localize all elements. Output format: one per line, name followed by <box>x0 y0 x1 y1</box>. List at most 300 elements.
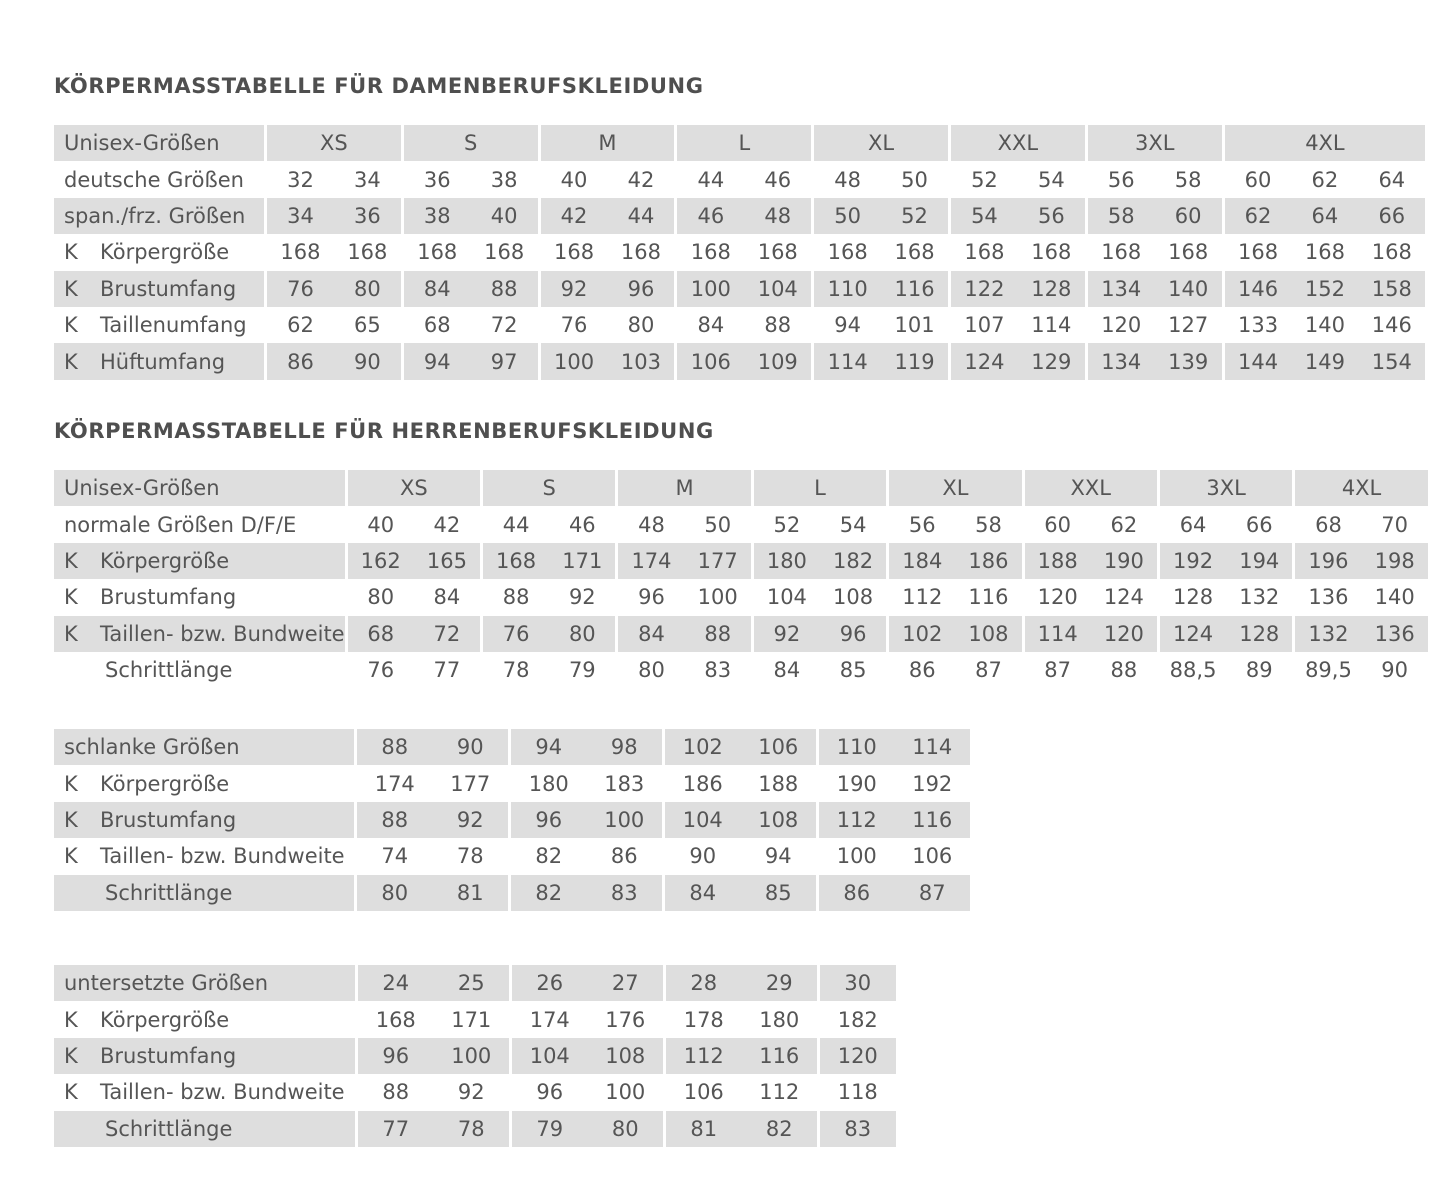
size-value: 186 <box>968 548 1009 573</box>
size-value: 124 <box>964 349 1005 374</box>
size-value: 26 <box>536 971 564 996</box>
body-measure-marker: K <box>64 276 78 301</box>
size-value: 32 <box>287 167 314 192</box>
size-value: 34 <box>353 167 381 192</box>
band-cell <box>358 1001 509 1037</box>
band-cell <box>348 616 480 652</box>
size-group-header: XS <box>348 470 480 506</box>
size-value: 100 <box>697 585 738 610</box>
size-value: 168 <box>347 240 388 265</box>
size-value: 60 <box>1174 203 1202 228</box>
size-value: 168 <box>375 1007 416 1032</box>
size-value: 46 <box>764 167 792 192</box>
size-value: 100 <box>836 844 877 869</box>
size-value: 27 <box>611 971 639 996</box>
size-value: 100 <box>604 807 645 832</box>
band-cell <box>814 343 948 379</box>
size-value: 116 <box>894 276 935 301</box>
band-cell <box>1295 652 1427 688</box>
band-cell <box>511 838 662 874</box>
size-value: 79 <box>536 1116 564 1141</box>
band-cell <box>1088 271 1222 307</box>
size-value: 81 <box>690 1116 718 1141</box>
size-value: 86 <box>843 880 871 905</box>
band-cell <box>677 343 811 379</box>
size-value: 92 <box>568 585 596 610</box>
size-value: 84 <box>689 880 717 905</box>
size-value: 100 <box>605 1080 646 1105</box>
size-value: 104 <box>682 807 723 832</box>
size-value: 112 <box>836 807 877 832</box>
size-value: 54 <box>971 203 998 228</box>
band-cell <box>358 965 509 1001</box>
size-value: 81 <box>456 880 484 905</box>
band-cell <box>541 161 675 197</box>
size-value: 84 <box>773 658 801 683</box>
band-cell <box>1088 307 1222 343</box>
size-value: 62 <box>1311 167 1339 192</box>
size-value: 92 <box>773 621 801 646</box>
size-value: 56 <box>908 512 936 537</box>
row-label <box>54 838 354 874</box>
row-label-text: Taillenumfang <box>100 313 247 338</box>
size-value: 80 <box>627 313 655 338</box>
size-value: 42 <box>627 167 655 192</box>
row-label-text: Körpergröße <box>100 771 230 796</box>
size-group-header: M <box>618 470 750 506</box>
band-cell <box>348 652 480 688</box>
size-value: 128 <box>1239 621 1280 646</box>
band-cell <box>1225 343 1426 379</box>
size-value: 90 <box>456 735 484 760</box>
size-value: 168 <box>964 240 1005 265</box>
row-label <box>54 729 354 765</box>
size-value: 146 <box>1371 313 1412 338</box>
band-cell <box>889 579 1021 615</box>
size-value: 114 <box>912 735 953 760</box>
size-value: 84 <box>638 621 665 646</box>
size-value: 188 <box>1037 548 1078 573</box>
measurement-row <box>54 198 1425 234</box>
band-cell <box>511 765 662 801</box>
band-cell <box>820 1074 896 1110</box>
size-group-header: 4XL <box>1225 125 1426 161</box>
band-cell <box>951 234 1085 270</box>
size-value: 36 <box>353 203 381 228</box>
size-value: 110 <box>836 735 877 760</box>
size-value: 90 <box>689 844 717 869</box>
measurement-row <box>54 543 1428 579</box>
size-value: 94 <box>535 735 563 760</box>
band-cell <box>889 616 1021 652</box>
size-value: 88 <box>382 1080 410 1105</box>
band-cell <box>951 343 1085 379</box>
size-value: 119 <box>894 349 935 374</box>
size-value: 168 <box>690 240 731 265</box>
band-cell <box>512 1038 663 1074</box>
band-cell <box>357 765 508 801</box>
row-label-text: Körpergröße <box>100 1007 230 1032</box>
size-value: 85 <box>839 658 867 683</box>
band-cell <box>618 579 750 615</box>
band-cell <box>358 1111 509 1147</box>
size-value: 40 <box>560 167 588 192</box>
row-label-text: normale Größen D/F/E <box>64 512 297 537</box>
size-value: 180 <box>759 1007 800 1032</box>
band-cell <box>665 875 816 911</box>
size-value: 120 <box>1101 313 1142 338</box>
body-measure-marker: K <box>64 1043 78 1068</box>
size-value: 24 <box>382 971 410 996</box>
size-value: 132 <box>1239 585 1280 610</box>
size-value: 122 <box>964 276 1005 301</box>
size-value: 40 <box>490 203 518 228</box>
body-measure-marker: K <box>64 349 78 374</box>
size-value: 34 <box>287 203 314 228</box>
band-cell <box>267 198 401 234</box>
row-label <box>54 307 264 343</box>
size-value: 128 <box>1031 276 1072 301</box>
body-measure-marker: K <box>64 844 78 869</box>
measurement-row <box>54 875 970 911</box>
size-value: 88 <box>381 735 409 760</box>
size-value: 58 <box>1174 167 1202 192</box>
band-cell <box>541 198 675 234</box>
size-value: 124 <box>1103 585 1144 610</box>
size-value: 94 <box>423 349 451 374</box>
size-value: 168 <box>1304 240 1345 265</box>
measurement-row <box>54 343 1425 379</box>
slim-size-table <box>51 729 973 911</box>
size-value: 116 <box>912 807 953 832</box>
measurement-row <box>54 765 970 801</box>
band-cell <box>618 652 750 688</box>
size-value: 104 <box>766 585 807 610</box>
band-cell <box>814 161 948 197</box>
size-value: 77 <box>382 1116 410 1141</box>
band-cell <box>541 343 675 379</box>
size-value: 174 <box>374 771 415 796</box>
band-cell <box>665 729 816 765</box>
row-label <box>54 616 345 652</box>
size-value: 83 <box>610 880 638 905</box>
band-cell <box>267 307 401 343</box>
size-group-header: XL <box>889 470 1021 506</box>
size-value: 44 <box>627 203 655 228</box>
measurement-row <box>54 234 1425 270</box>
size-value: 139 <box>1168 349 1209 374</box>
size-value: 129 <box>1031 349 1072 374</box>
band-cell <box>1225 234 1426 270</box>
row-label-text: Taillen- bzw. Bundweite <box>100 1080 345 1105</box>
size-value: 171 <box>562 548 603 573</box>
band-cell <box>951 271 1085 307</box>
size-value: 106 <box>683 1080 724 1105</box>
band-cell <box>404 198 538 234</box>
size-value: 25 <box>457 971 485 996</box>
size-group-header: S <box>483 470 615 506</box>
row-label <box>54 271 264 307</box>
size-value: 88 <box>381 807 409 832</box>
size-value: 112 <box>759 1080 800 1105</box>
size-value: 80 <box>381 880 409 905</box>
band-cell <box>814 271 948 307</box>
band-cell <box>618 506 750 542</box>
row-label <box>54 652 345 688</box>
band-cell <box>951 198 1085 234</box>
size-value: 168 <box>417 240 458 265</box>
size-value: 192 <box>1173 548 1214 573</box>
size-value: 90 <box>1381 658 1409 683</box>
band-cell <box>1225 198 1426 234</box>
row-label <box>54 579 345 615</box>
body-measure-marker: K <box>64 621 78 646</box>
measurement-row <box>54 616 1428 652</box>
size-value: 178 <box>683 1007 724 1032</box>
size-group-header: M <box>541 125 675 161</box>
size-value: 146 <box>1237 276 1279 301</box>
band-cell <box>819 765 970 801</box>
size-value: 70 <box>1381 512 1409 537</box>
band-cell <box>951 161 1085 197</box>
size-value: 80 <box>568 621 596 646</box>
size-value: 168 <box>1031 240 1072 265</box>
size-value: 52 <box>901 203 928 228</box>
row-label-text: Schrittlänge <box>105 1116 233 1141</box>
size-group-header: 3XL <box>1160 470 1292 506</box>
band-cell <box>1225 271 1426 307</box>
size-value: 182 <box>833 548 874 573</box>
size-value: 168 <box>554 240 595 265</box>
band-cell <box>677 198 811 234</box>
size-value: 114 <box>827 349 868 374</box>
band-cell <box>404 307 538 343</box>
row-label <box>54 198 264 234</box>
band-cell <box>1295 543 1427 579</box>
size-value: 180 <box>766 548 807 573</box>
size-value: 89 <box>1245 658 1273 683</box>
size-value: 82 <box>535 844 563 869</box>
measurement-row <box>54 1111 896 1147</box>
row-label-text: Körpergröße <box>100 240 230 265</box>
size-value: 68 <box>367 621 395 646</box>
size-value: 198 <box>1374 548 1415 573</box>
band-cell <box>1160 652 1292 688</box>
size-value: 154 <box>1371 349 1412 374</box>
band-cell <box>1025 543 1157 579</box>
size-value: 168 <box>894 240 935 265</box>
row-label <box>54 161 264 197</box>
size-value: 168 <box>1101 240 1142 265</box>
band-cell <box>666 1001 817 1037</box>
size-value: 108 <box>968 621 1009 646</box>
band-cell <box>1088 161 1222 197</box>
measurement-row <box>54 652 1428 688</box>
row-label <box>54 875 354 911</box>
size-value: 42 <box>560 203 588 228</box>
band-cell <box>1088 234 1222 270</box>
band-cell <box>541 271 675 307</box>
size-value: 76 <box>502 621 530 646</box>
band-cell <box>1160 506 1292 542</box>
band-cell <box>665 838 816 874</box>
band-cell <box>666 1038 817 1074</box>
size-value: 171 <box>451 1007 492 1032</box>
band-cell <box>819 729 970 765</box>
size-value: 182 <box>837 1007 878 1032</box>
band-cell <box>1025 652 1157 688</box>
unisex-size-header-row <box>54 125 1425 161</box>
band-cell <box>483 506 615 542</box>
women-table-title: KÖRPERMASSTABELLE FÜR DAMENBERUFSKLEIDUNG <box>54 74 704 98</box>
band-cell <box>404 271 538 307</box>
band-cell <box>819 802 970 838</box>
size-value: 168 <box>496 548 537 573</box>
size-value: 82 <box>765 1116 793 1141</box>
size-value: 46 <box>697 203 725 228</box>
size-value: 92 <box>457 1080 485 1105</box>
size-value: 140 <box>1304 313 1345 338</box>
body-measure-marker: K <box>64 548 78 573</box>
size-value: 108 <box>758 807 799 832</box>
size-value: 116 <box>968 585 1009 610</box>
row-label <box>54 802 354 838</box>
row-label-text: Brustumfang <box>100 585 237 610</box>
size-value: 84 <box>697 313 725 338</box>
size-value: 76 <box>560 313 588 338</box>
size-value: 56 <box>1107 167 1135 192</box>
row-label-text: untersetzte Größen <box>64 971 269 996</box>
size-value: 120 <box>1103 621 1144 646</box>
band-cell <box>1088 198 1222 234</box>
size-value: 194 <box>1239 548 1280 573</box>
size-value: 186 <box>682 771 723 796</box>
row-label-text: span./frz. Größen <box>64 203 246 228</box>
size-value: 83 <box>844 1116 872 1141</box>
band-cell <box>754 616 886 652</box>
body-measure-marker: K <box>64 313 78 338</box>
row-label-text: Brustumfang <box>100 1043 237 1068</box>
size-value: 48 <box>638 512 665 537</box>
size-group-header: XL <box>814 125 948 161</box>
band-cell <box>820 1001 896 1037</box>
band-cell <box>820 1038 896 1074</box>
row-label <box>54 1074 355 1110</box>
band-cell <box>404 343 538 379</box>
band-cell <box>1225 307 1426 343</box>
body-measure-marker: K <box>64 807 78 832</box>
size-value: 112 <box>902 585 943 610</box>
size-value: 136 <box>1374 621 1415 646</box>
band-cell <box>348 506 480 542</box>
row-label <box>54 234 264 270</box>
size-value: 78 <box>502 658 530 683</box>
measurement-row <box>54 838 970 874</box>
band-cell <box>820 965 896 1001</box>
size-value: 66 <box>1378 203 1406 228</box>
size-value: 104 <box>529 1043 570 1068</box>
band-cell <box>618 616 750 652</box>
size-value: 140 <box>1168 276 1209 301</box>
size-value: 134 <box>1101 349 1142 374</box>
size-value: 65 <box>353 313 381 338</box>
band-cell <box>357 729 508 765</box>
size-value: 196 <box>1308 548 1349 573</box>
band-cell <box>512 1111 663 1147</box>
size-value: 78 <box>457 1116 485 1141</box>
size-value: 124 <box>1173 621 1214 646</box>
unisex-label: Unisex-Größen <box>54 125 264 161</box>
size-value: 82 <box>535 880 563 905</box>
size-value: 190 <box>836 771 877 796</box>
band-cell <box>814 198 948 234</box>
size-value: 106 <box>912 844 953 869</box>
band-cell <box>889 652 1021 688</box>
size-value: 58 <box>1107 203 1135 228</box>
band-cell <box>1160 579 1292 615</box>
measurement-row <box>54 802 970 838</box>
size-value: 152 <box>1304 276 1345 301</box>
band-cell <box>820 1111 896 1147</box>
row-label-text: deutsche Größen <box>64 167 244 192</box>
band-cell <box>819 875 970 911</box>
band-cell <box>1295 616 1427 652</box>
measurement-row <box>54 1001 896 1037</box>
band-cell <box>512 1074 663 1110</box>
band-cell <box>666 1111 817 1147</box>
size-value: 120 <box>1037 585 1078 610</box>
band-cell <box>677 271 811 307</box>
body-measure-marker: K <box>64 240 78 265</box>
size-value: 96 <box>638 585 665 610</box>
size-value: 88 <box>490 276 518 301</box>
measurement-row <box>54 161 1425 197</box>
size-group-header: L <box>677 125 811 161</box>
size-value: 188 <box>758 771 799 796</box>
band-cell <box>665 802 816 838</box>
band-cell <box>483 616 615 652</box>
size-value: 74 <box>381 844 409 869</box>
size-value: 102 <box>902 621 943 646</box>
size-value: 88 <box>704 621 732 646</box>
size-value: 107 <box>964 313 1005 338</box>
band-cell <box>348 543 480 579</box>
band-cell <box>1025 616 1157 652</box>
size-value: 58 <box>975 512 1002 537</box>
size-value: 109 <box>757 349 798 374</box>
size-value: 127 <box>1168 313 1209 338</box>
size-value: 110 <box>827 276 868 301</box>
band-cell <box>1025 579 1157 615</box>
size-value: 62 <box>1110 512 1138 537</box>
body-measure-marker: K <box>64 1080 78 1105</box>
size-value: 120 <box>837 1043 878 1068</box>
size-value: 50 <box>834 203 861 228</box>
size-value: 88 <box>502 585 530 610</box>
size-value: 88 <box>764 313 792 338</box>
band-cell <box>1225 161 1426 197</box>
size-value: 183 <box>604 771 645 796</box>
band-cell <box>357 875 508 911</box>
size-value: 190 <box>1103 548 1144 573</box>
size-value: 60 <box>1244 167 1272 192</box>
size-value: 102 <box>682 735 723 760</box>
size-value: 92 <box>456 807 484 832</box>
size-value: 168 <box>620 240 661 265</box>
size-value: 54 <box>1037 167 1065 192</box>
size-value: 28 <box>690 971 718 996</box>
size-value: 184 <box>902 548 943 573</box>
